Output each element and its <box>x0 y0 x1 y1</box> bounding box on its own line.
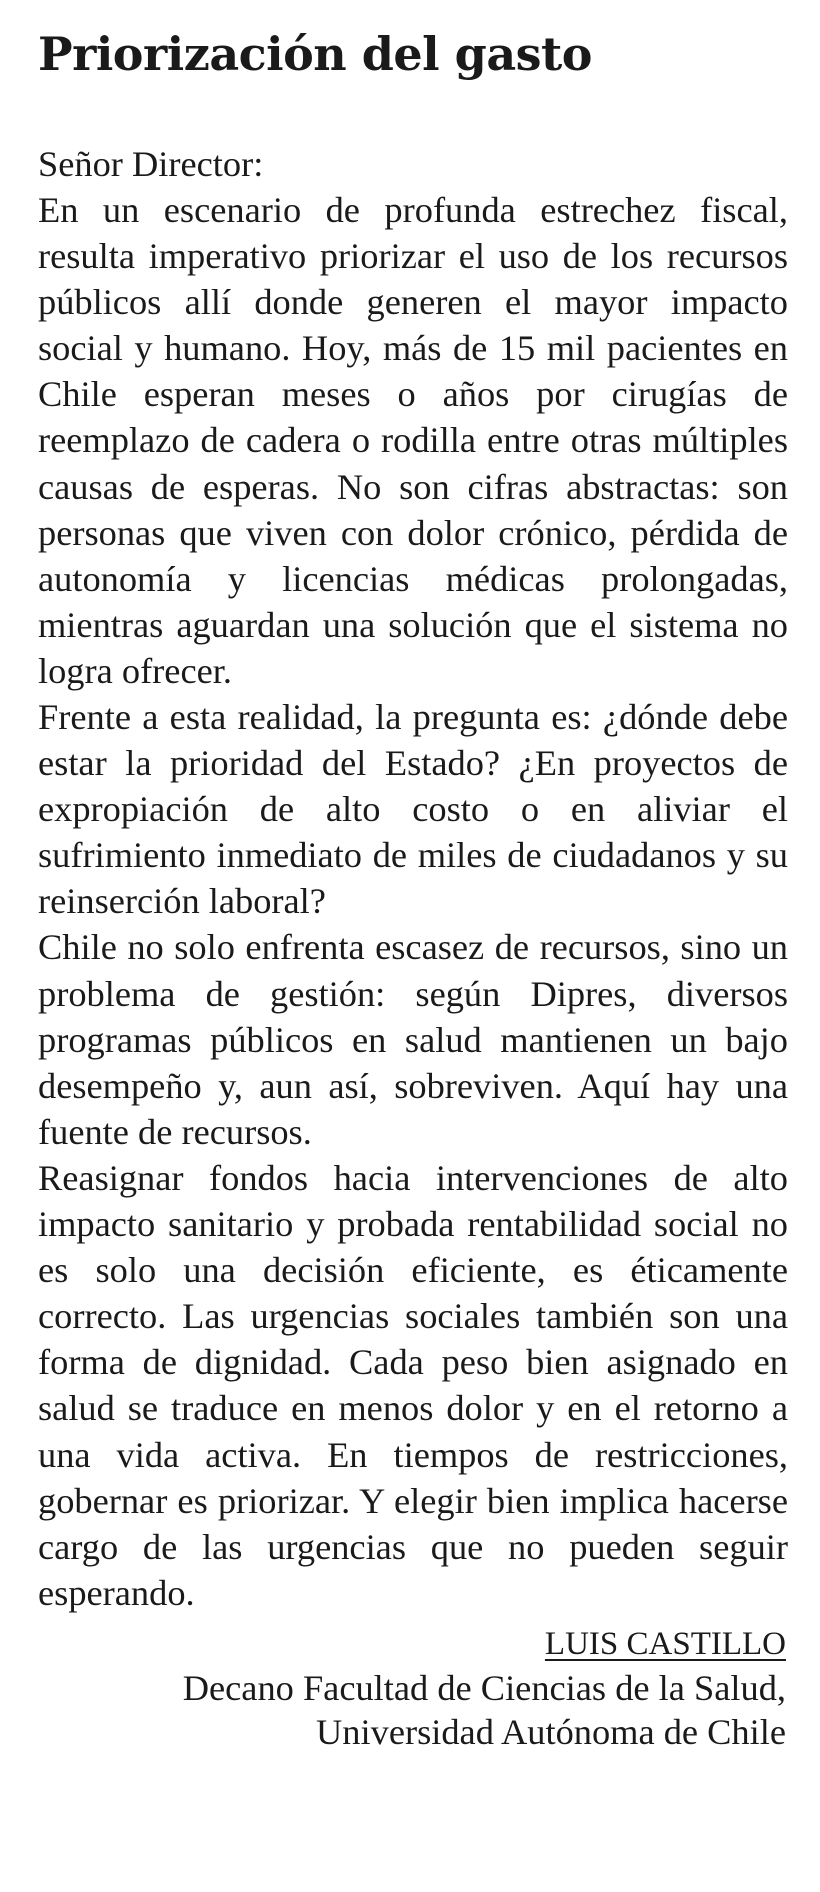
author-role: Decano Facultad de Ciencias de la Salud, <box>182 1667 786 1708</box>
article-title: Priorización del gasto <box>38 27 592 81</box>
author-institution: Universidad Autónoma de Chile <box>316 1711 786 1752</box>
paragraph-3: Chile no solo enfrenta escasez de recursos, sino un problema de gestión: según Dipres, diversos programas públicos en salud mantienen un bajo desempeño y, aun así, sobreviven. Aquí hay una fuente de recursos. <box>38 927 788 1152</box>
paragraph-4: Reasignar fondos hacia intervenciones de alto impacto sanitario y probada rentabilidad social no es solo una decisión eficiente, es éticamente correcto. Las urgencias sociales también son una forma de dignidad. Cada peso bien asignado en salud se traduce en menos dolor y en el retorno a una vida activa. En tiempos de restricciones, gobernar es priorizar. Y elegir bien implica hacerse cargo de las urgencias que no pueden seguir esperando. <box>38 1157 788 1613</box>
salutation: Señor Director: <box>38 143 264 184</box>
paragraph-1: En un escenario de profunda estrechez fiscal, resulta imperativo priorizar el uso de los recursos públicos allí donde generen el mayor impacto social y humano. Hoy, más de 15 mil pacientes en Chile esperan meses o años por cirugías de reemplazo de cadera o rodilla entre otras múltiples causas de esperas. No son cifras abstractas: son personas que viven con dolor crónico, pérdida de autonomía y licencias médicas prolongadas, mientras aguardan una solución que el sistema no logra ofrecer. <box>38 189 788 691</box>
letter-body <box>38 141 788 1616</box>
paragraph-2: Frente a esta realidad, la pregunta es: ¿dónde debe estar la prioridad del Estado? ¿En proyectos de expropiación de alto costo o en aliviar el sufrimiento inmediato de miles de ciudadanos y su reinserción laboral? <box>38 697 788 922</box>
author-name: LUIS CASTILLO <box>544 1625 786 1662</box>
signature-block <box>38 1620 788 1754</box>
